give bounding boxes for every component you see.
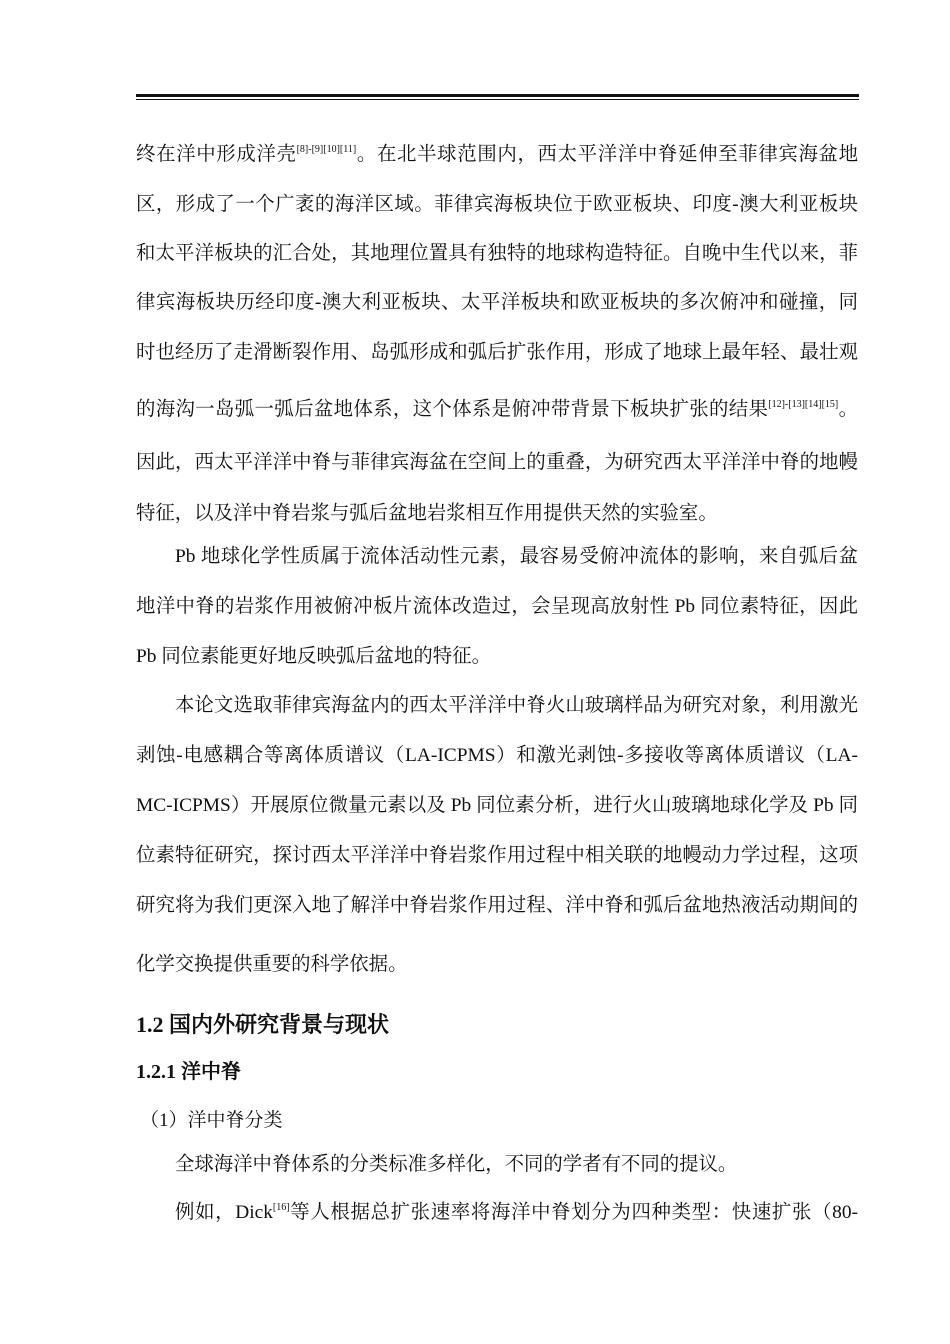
- text-line: [136, 192, 858, 218]
- text-line: [175, 693, 858, 719]
- subsection-heading: 1.2.1 洋中脊: [136, 1061, 241, 1083]
- text-segment: 的海沟一岛弧一弧后盆地体系，这个体系是俯冲带背景下板块扩张的结果: [136, 399, 769, 420]
- text-line: [175, 1152, 858, 1178]
- text-line: [136, 644, 858, 670]
- text-segment: Pb 同位素能更好地反映弧后盆地的特征。: [136, 646, 491, 667]
- text-segment: 本论文选取菲律宾海盆内的西太平洋洋中脊火山玻璃样品为研究对象，利用激光: [175, 695, 858, 716]
- text-segment: 特征，以及洋中脊岩浆与弧后盆地岩浆相互作用提供天然的实验室。: [136, 503, 718, 524]
- text-segment: 因此，西太平洋洋中脊与菲律宾海盆在空间上的重叠，为研究西太平洋洋中脊的地幔: [136, 452, 858, 473]
- text-segment: 和太平洋板块的汇合处，其地理位置具有独特的地球构造特征。自晚中生代以来，菲: [136, 243, 858, 264]
- text-segment: 时也经历了走滑断裂作用、岛弧形成和弧后扩张作用，形成了地球上最年轻、最壮观: [136, 342, 858, 363]
- citation-superscript: [12]-[13][14][15]: [768, 399, 839, 410]
- text-segment: 终在洋中形成洋壳: [136, 144, 297, 165]
- text-segment: 化学交换提供重要的科学依据。: [136, 954, 408, 975]
- text-line: [136, 397, 858, 423]
- text-segment: Pb 地球化学性质属于流体活动性元素，最容易受俯冲流体的影响，来自弧后盆: [175, 546, 858, 567]
- text-line: [136, 952, 858, 978]
- text-line: [136, 340, 858, 366]
- text-segment: 区，形成了一个广袤的海洋区域。菲律宾海板块位于欧亚板块、印度-澳大利亚板块: [136, 194, 858, 215]
- text-segment: 研究将为我们更深入地了解洋中脊岩浆作用过程、洋中脊和弧后盆地热液活动期间的: [136, 895, 858, 916]
- text-line: [136, 793, 858, 819]
- text-line: [136, 501, 858, 527]
- text-line: [175, 1200, 858, 1226]
- text-line: [136, 743, 858, 769]
- text-line: [175, 544, 858, 570]
- citation-superscript: [8]-[9][10][11]: [296, 144, 357, 155]
- text-segment: 。: [838, 399, 859, 420]
- text-segment: 地洋中脊的岩浆作用被俯冲板片流体改造过，会呈现高放射性 Pb 同位素特征，因此: [136, 596, 858, 617]
- text-line: [136, 893, 858, 919]
- text-segment: 例如，Dick: [175, 1202, 273, 1223]
- text-segment: 。在北半球范围内，西太平洋洋中脊延伸至菲律宾海盆地: [356, 144, 859, 165]
- text-line: [136, 241, 858, 267]
- text-segment: 位素特征研究，探讨西太平洋洋中脊岩浆作用过程中相关联的地幔动力学过程，这项: [136, 845, 858, 866]
- text-line: [136, 450, 858, 476]
- citation-superscript: [16]: [272, 1202, 290, 1213]
- text-segment: 全球海洋中脊体系的分类标准多样化，不同的学者有不同的提议。: [175, 1154, 738, 1175]
- item-heading: （1）洋中脊分类: [140, 1110, 283, 1131]
- text-segment: MC-ICPMS）开展原位微量元素以及 Pb 同位素分析，进行火山玻璃地球化学及 Pb 同: [136, 795, 858, 816]
- text-segment: 剥蚀-电感耦合等离体质谱议（LA-ICPMS）和激光剥蚀-多接收等离体质谱议（LA-: [136, 745, 858, 766]
- text-line: [136, 594, 858, 620]
- section-heading: 1.2 国内外研究背景与现状: [136, 1012, 390, 1037]
- text-line: [136, 290, 858, 316]
- text-line: [136, 843, 858, 869]
- text-segment: 等人根据总扩张速率将海洋中脊划分为四种类型：快速扩张（80-: [289, 1202, 858, 1223]
- header-rule-thin: [136, 99, 859, 100]
- text-segment: 律宾海板块历经印度-澳大利亚板块、太平洋板块和欧亚板块的多次俯冲和碰撞，同: [136, 292, 858, 313]
- header-rule-thick: [136, 94, 859, 97]
- text-line: [136, 142, 858, 168]
